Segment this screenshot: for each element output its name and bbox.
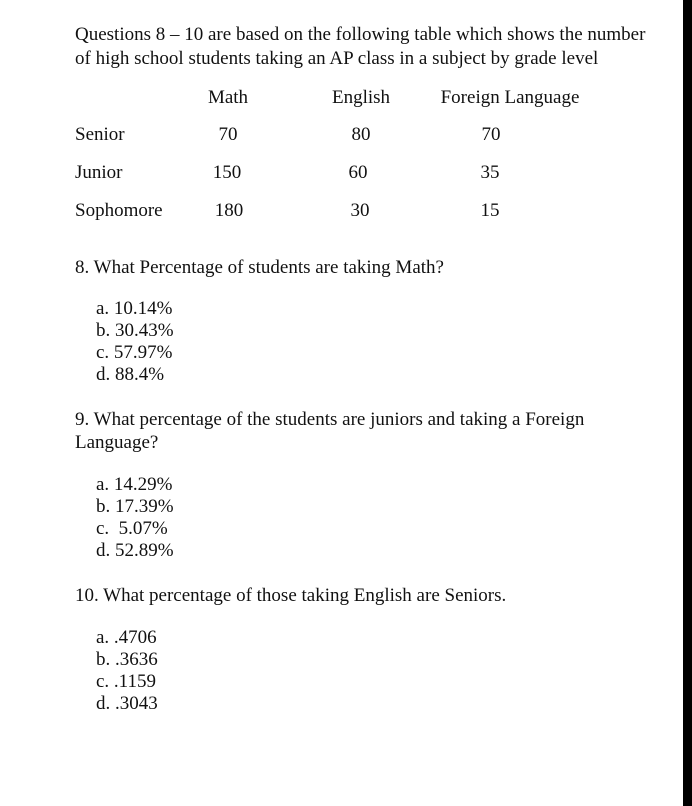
q8-option-b: b. 30.43%: [96, 320, 174, 341]
row-label-junior: Junior: [75, 162, 123, 183]
q8-option-c: c. 57.97%: [96, 342, 173, 363]
intro-line-1: Questions 8 – 10 are based on the following table which shows the number: [75, 24, 646, 45]
cell-sophomore-english: 30: [350, 200, 370, 221]
question-8: 8. What Percentage of students are taking Math?: [75, 257, 444, 278]
cell-senior-english: 80: [351, 124, 371, 145]
page-edge-shadow: [683, 0, 692, 806]
question-8-options: [96, 298, 174, 386]
q8-option-d: d. 88.4%: [96, 364, 165, 385]
question-10: 10. What percentage of those taking English are Seniors.: [75, 585, 507, 606]
q10-option-b: b. .3636: [96, 649, 158, 670]
cell-sophomore-foreign-language: 15: [480, 200, 500, 221]
cell-sophomore-math: 180: [214, 200, 244, 221]
cell-junior-english: 60: [348, 162, 368, 183]
cell-senior-math: 70: [218, 124, 238, 145]
q9-option-b: b. 17.39%: [96, 496, 174, 517]
q10-option-c: c. .1159: [96, 671, 156, 692]
header-math: Math: [207, 87, 249, 108]
ap-class-table: [0, 0, 683, 240]
q9-option-a: a. 14.29%: [96, 474, 173, 495]
cell-junior-math: 150: [212, 162, 242, 183]
q10-option-d: d. .3043: [96, 693, 158, 714]
question-9-options: [96, 474, 174, 562]
intro-line-2: of high school students taking an AP class in a subject by grade level: [75, 48, 599, 69]
row-label-sophomore: Sophomore: [75, 200, 163, 221]
q9-option-c: c. 5.07%: [96, 518, 168, 539]
question-9: [75, 408, 584, 454]
question-9-line-1: 9. What percentage of the students are juniors and taking a Foreign: [75, 409, 585, 430]
q10-option-a: a. .4706: [96, 627, 157, 648]
header-english: English: [331, 87, 391, 108]
cell-junior-foreign-language: 35: [480, 162, 500, 183]
question-9-line-2: Language?: [75, 432, 159, 453]
cell-senior-foreign-language: 70: [481, 124, 501, 145]
q8-option-a: a. 10.14%: [96, 298, 173, 319]
header-foreign-language: Foreign Language: [440, 87, 580, 108]
question-10-options: [96, 627, 158, 715]
q9-option-d: d. 52.89%: [96, 540, 174, 561]
row-label-senior: Senior: [75, 124, 125, 145]
